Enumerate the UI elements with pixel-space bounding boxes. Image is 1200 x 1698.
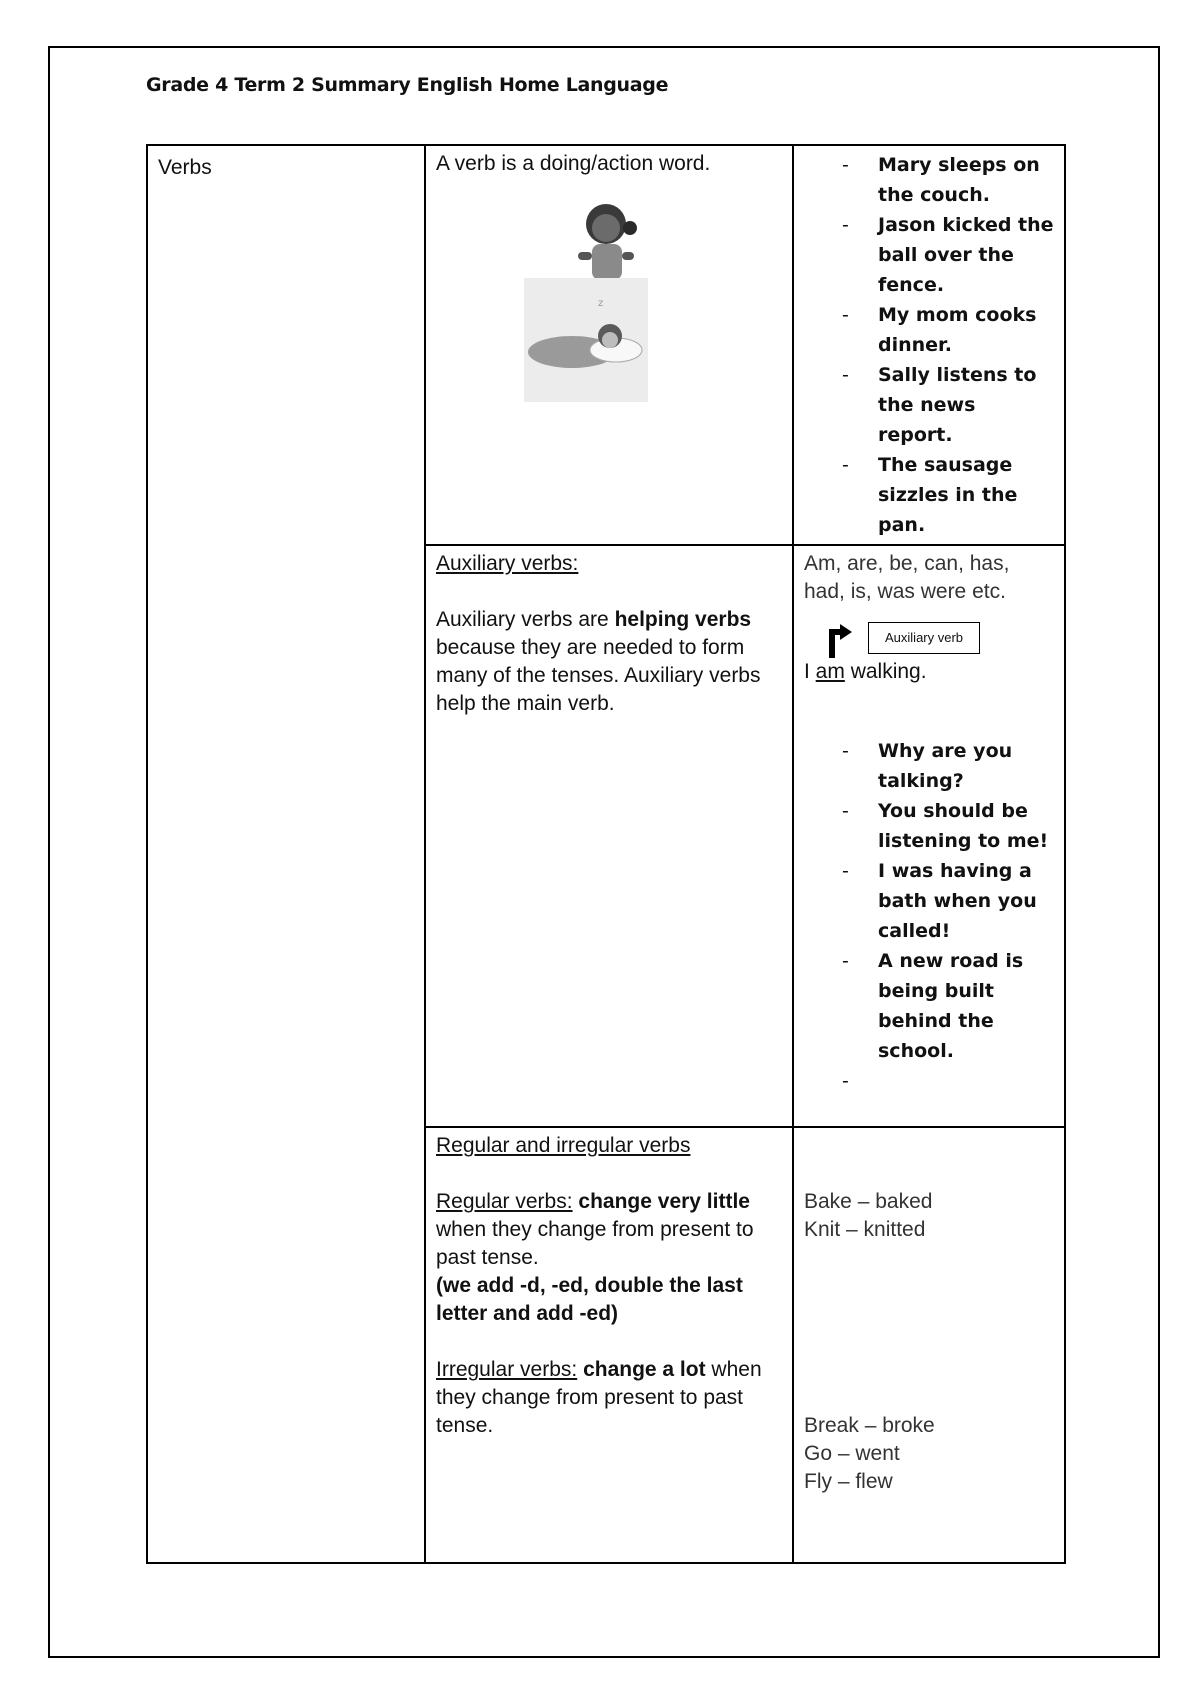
table-row bbox=[147, 145, 1065, 545]
regular-description: Regular verbs: change very little when they change from present to past tense. bbox=[436, 1190, 754, 1269]
list-item: - I was having a bath when you called! bbox=[804, 856, 1054, 946]
summary-table bbox=[146, 144, 1066, 1564]
irregular-description: Irregular verbs: change a lot when they change from present to past tense. bbox=[436, 1358, 762, 1437]
regular-example: Bake – baked bbox=[804, 1190, 933, 1213]
topic-heading: Verbs bbox=[158, 156, 212, 179]
verb-definition: A verb is a doing/action word. bbox=[436, 152, 711, 175]
regular-example: Knit – knitted bbox=[804, 1218, 926, 1241]
regular-irregular-cell bbox=[425, 1127, 793, 1563]
auxiliary-list: Am, are, be, can, has, had, is, was were etc. bbox=[804, 552, 1010, 603]
action-examples bbox=[804, 150, 1054, 540]
list-item: - A new road is being built behind the school. bbox=[804, 946, 1054, 1066]
list-item: - Sally listens to the news report. bbox=[804, 360, 1054, 450]
auxiliary-examples-cell bbox=[793, 545, 1065, 1127]
list-item: - The sausage sizzles in the pan. bbox=[804, 450, 1054, 540]
auxiliary-cell bbox=[425, 545, 793, 1127]
irregular-example: Go – went bbox=[804, 1442, 900, 1465]
auxiliary-examples bbox=[804, 736, 1054, 1066]
list-item: - You should be listening to me! bbox=[804, 796, 1054, 856]
list-item: - Why are you talking? bbox=[804, 736, 1054, 796]
auxiliary-sentence: I am walking. bbox=[804, 660, 927, 683]
sleeping-girl-illustration bbox=[524, 278, 648, 402]
list-item: - Mary sleeps on the couch. bbox=[804, 150, 1054, 210]
auxiliary-description: Auxiliary verbs are helping verbs because they are needed to form many of the tenses. Auxiliary verbs help the main verb. bbox=[436, 608, 761, 715]
svg-text:z: z bbox=[598, 298, 604, 309]
document-title: Grade 4 Term 2 Summary English Home Language bbox=[146, 74, 669, 96]
irregular-example: Break – broke bbox=[804, 1414, 935, 1437]
list-item: - Jason kicked the ball over the fence. bbox=[804, 210, 1054, 300]
list-item: - My mom cooks dinner. bbox=[804, 300, 1054, 360]
definition-cell bbox=[425, 145, 793, 545]
illustrations bbox=[436, 178, 782, 398]
irregular-example: Fly – flew bbox=[804, 1470, 893, 1493]
action-examples-cell bbox=[793, 145, 1065, 545]
regular-rule: (we add -d, -ed, double the last letter and add -ed) bbox=[436, 1274, 743, 1325]
arrow-up-right-icon bbox=[828, 618, 854, 658]
regular-irregular-heading: Regular and irregular verbs bbox=[436, 1134, 691, 1157]
auxiliary-heading: Auxiliary verbs: bbox=[436, 552, 579, 575]
auxiliary-label-box: Auxiliary verb bbox=[868, 622, 980, 654]
topic-cell bbox=[147, 145, 425, 1563]
regular-examples-cell bbox=[793, 1127, 1065, 1563]
auxiliary-callout bbox=[804, 618, 1054, 658]
